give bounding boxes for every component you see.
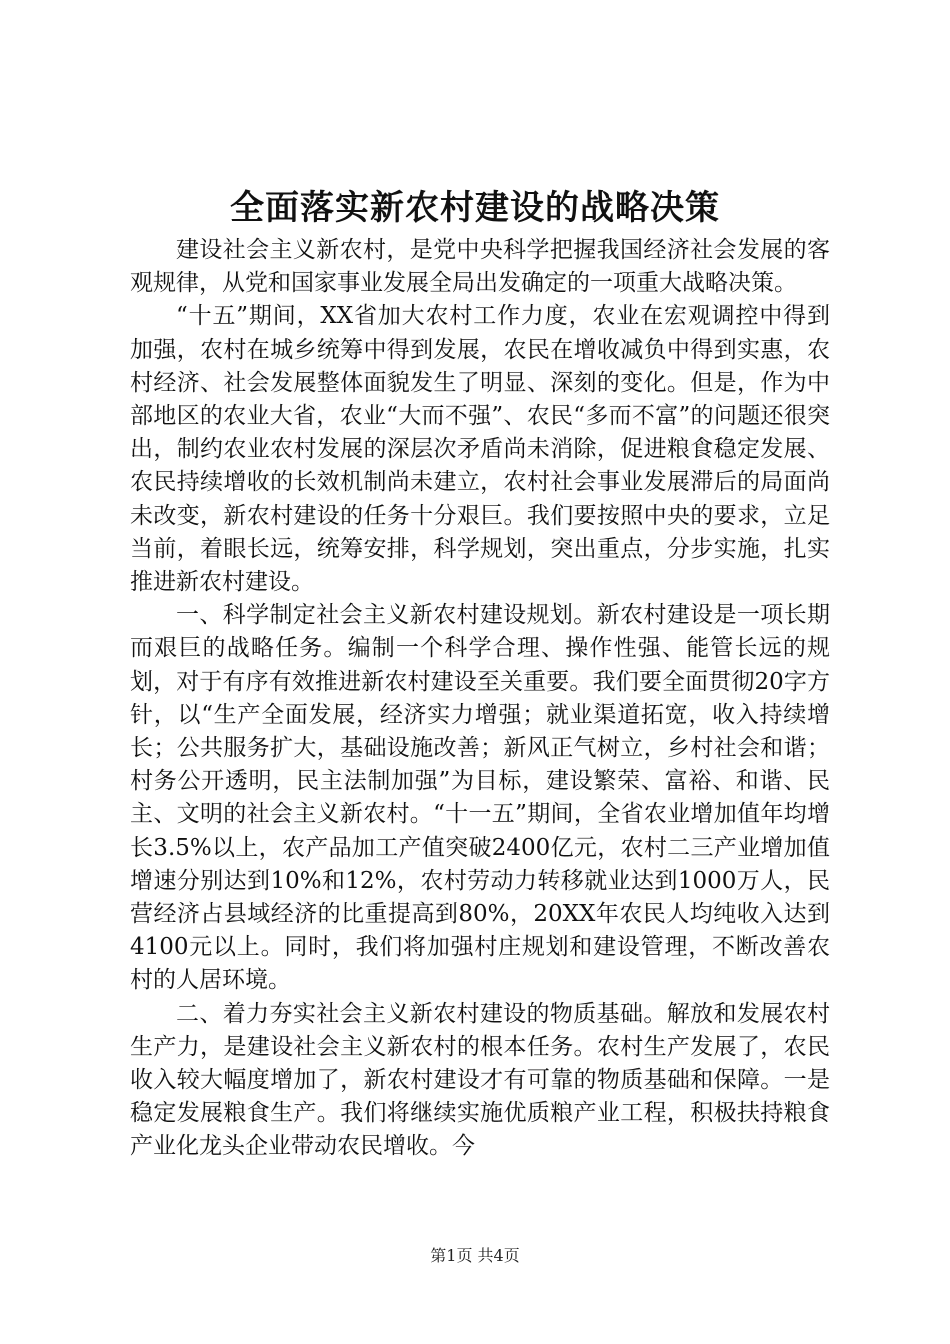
page-number-footer: 第1页 共4页 bbox=[430, 1246, 520, 1265]
document-title: 全面落实新农村建设的战略决策 bbox=[230, 188, 720, 228]
document-body bbox=[130, 234, 830, 1164]
paragraph-section-two: 二、着力夯实社会主义新农村建设的物质基础。解放和发展农村生产力，是建设社会主义新农村的根本任务。农村生产发展了，农民收入较大幅度增加了，新农村建设才有可靠的物质基础和保障。一是稳定发展粮食生产。我们将继续实施优质粮产业工程，积极扶持粮食产业化龙头企业带动农民增收。今 bbox=[130, 1000, 830, 1160]
paragraph-section-one: 一、科学制定社会主义新农村建设规划。新农村建设是一项长期而艰巨的战略任务。编制一个科学合理、操作性强、能管长远的规划，对于有序有效推进新农村建设至关重要。我们要全面贯彻20字方针，以“生产全面发展，经济实力增强；就业渠道拓宽，收入持续增长；公共服务扩大，基础设施改善；新风正气树立，乡村社会和谐；村务公开透明，民主法制加强”为目标，建设繁荣、富裕、和谐、民主、文明的社会主义新农村。“十一五”期间，全省农业增加值年均增长3.5%以上，农产品加工产值突破2400亿元，农村二三产业增加值增速分别达到10%和12%，农村劳动力转移就业达到1000万人，民营经济占县域经济的比重提高到80%，20XX年农民人均纯收入达到4100元以上。同时，我们将加强村庄规划和建设管理，不断改善农村的人居环境。 bbox=[130, 602, 830, 994]
paragraph-intro: 建设社会主义新农村，是党中央科学把握我国经济社会发展的客观规律，从党和国家事业发展全局出发确定的一项重大战略决策。 bbox=[130, 237, 830, 297]
paragraph-background: “十五”期间，XX省加大农村工作力度，农业在宏观调控中得到加强，农村在城乡统筹中得到发展，农民在增收减负中得到实惠，农村经济、社会发展整体面貌发生了明显、深刻的变化。但是，作为中部地区的农业大省，农业“大而不强”、农民“多而不富”的问题还很突出，制约农业农村发展的深层次矛盾尚未消除，促进粮食稳定发展、农民持续增收的长效机制尚未建立，农村社会事业发展滞后的局面尚未改变，新农村建设的任务十分艰巨。我们要按照中央的要求，立足当前，着眼长远，统筹安排，科学规划，突出重点，分步实施，扎实推进新农村建设。 bbox=[130, 303, 830, 596]
